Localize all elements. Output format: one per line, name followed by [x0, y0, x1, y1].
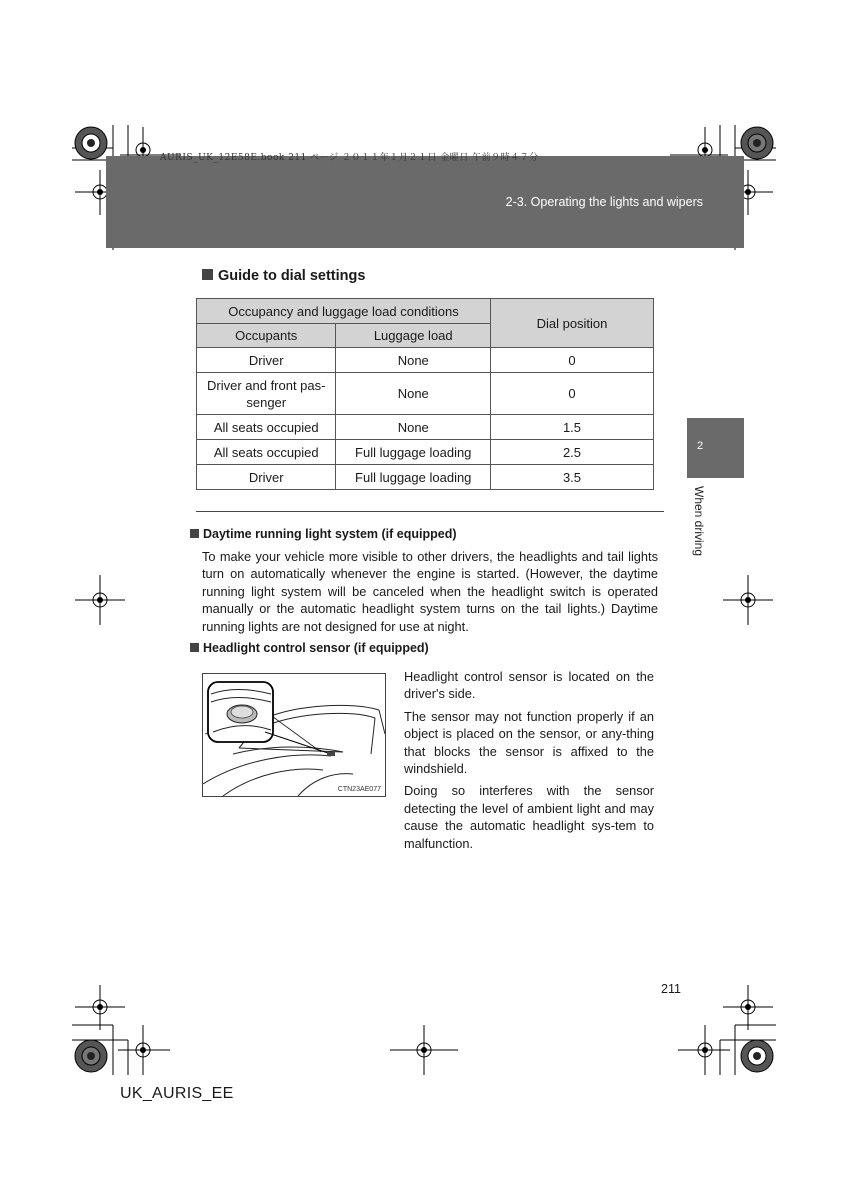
- cell-occupants: All seats occupied: [197, 440, 336, 465]
- section-title: 2-3. Operating the lights and wipers: [505, 195, 703, 209]
- table-row: [197, 348, 654, 373]
- table-row: [197, 415, 654, 440]
- cell-luggage: None: [336, 348, 491, 373]
- cell-dial: 3.5: [491, 465, 654, 490]
- print-mark: AURIS_UK_12E58E.book 211 ページ ２０１１年１月２１日 金曜日 午前９時４７分: [160, 153, 539, 163]
- cell-luggage: None: [336, 415, 491, 440]
- square-bullet-icon: [190, 643, 199, 652]
- chapter-number: 2: [697, 440, 704, 452]
- table-row: [197, 440, 654, 465]
- cell-luggage: None: [336, 373, 491, 415]
- cell-dial: 2.5: [491, 440, 654, 465]
- cell-occupants: All seats occupied: [197, 415, 336, 440]
- drl-body: To make your vehicle more visible to other drivers, the headlights and tail lights turn on automatically whenever the engine is started. (However, the daytime running light system will be canceled when the headlight switch is operated manually or the automatic headlight system turns on the tail lights.) Daytime running lights are not designed for use at night.: [202, 549, 658, 634]
- cell-occupants: Driver and front pas-senger: [197, 373, 336, 415]
- guide-heading: [202, 268, 365, 284]
- dashboard-sensor-drawing: [203, 674, 385, 796]
- guide-heading-text: Guide to dial settings: [218, 268, 366, 284]
- table-header-dial: Dial position: [491, 299, 654, 348]
- chapter-tab: [687, 418, 744, 478]
- drl-heading-text: Daytime running light system (if equipped): [203, 527, 457, 541]
- document-code: UK_AURIS_EE: [120, 1085, 234, 1102]
- table-row: [197, 373, 654, 415]
- cell-luggage: Full luggage loading: [336, 465, 491, 490]
- page-number: 211: [661, 982, 681, 996]
- table-header-luggage: Luggage load: [336, 324, 491, 348]
- section-divider: [196, 511, 664, 512]
- dial-settings-table: [196, 298, 654, 490]
- figure-code: CTN23AE077: [337, 786, 381, 793]
- drl-heading: [190, 527, 457, 541]
- cell-occupants: Driver: [197, 465, 336, 490]
- sensor-illustration: [202, 673, 386, 797]
- table-group-header: Occupancy and luggage load conditions: [197, 299, 491, 324]
- sensor-paragraph: The sensor may not function properly if an object is placed on the sensor, or any-thing that blocks the sensor is affixed to the windshield.: [404, 708, 654, 777]
- cell-dial: 1.5: [491, 415, 654, 440]
- sensor-heading-text: Headlight control sensor (if equipped): [203, 641, 429, 655]
- sensor-heading: [190, 641, 429, 655]
- sensor-description: [404, 668, 654, 857]
- cell-luggage: Full luggage loading: [336, 440, 491, 465]
- table-row: [197, 465, 654, 490]
- cell-dial: 0: [491, 348, 654, 373]
- cell-dial: 0: [491, 373, 654, 415]
- square-bullet-icon: [190, 529, 199, 538]
- sensor-paragraph: Headlight control sensor is located on the driver's side.: [404, 669, 654, 702]
- table-header-occupants: Occupants: [197, 324, 336, 348]
- sensor-paragraph: Doing so interferes with the sensor detecting the level of ambient light and may cause the automatic headlight sys-tem to malfunction.: [404, 783, 654, 851]
- chapter-label: When driving: [692, 486, 706, 557]
- cell-occupants: Driver: [197, 348, 336, 373]
- square-bullet-icon: [202, 269, 213, 280]
